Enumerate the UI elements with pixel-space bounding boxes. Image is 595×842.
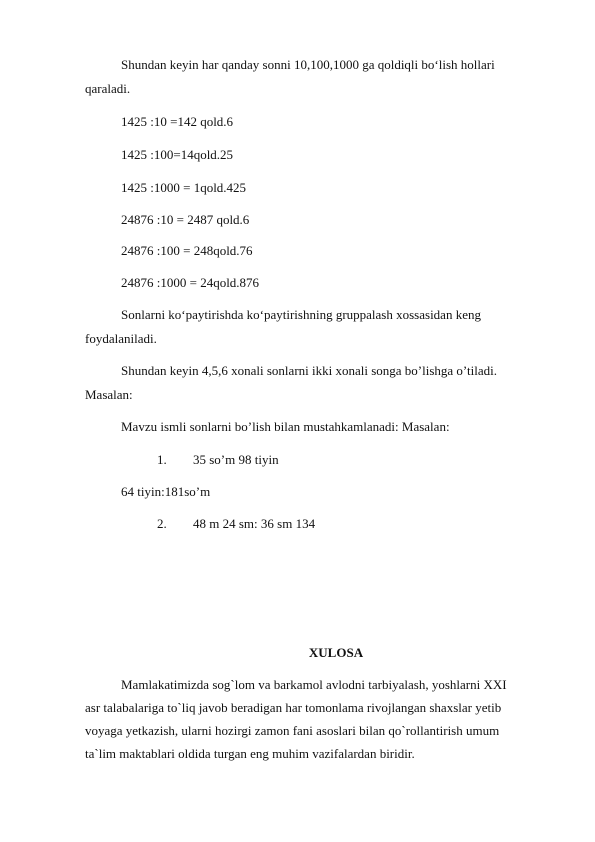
- list-continuation: 64 tiyin:181so’m: [121, 484, 211, 499]
- example-3: 1425 :1000 = 1qold.425: [121, 180, 247, 195]
- list-item-1-number: 1.: [157, 452, 167, 467]
- example-4: 24876 :10 = 2487 qold.6: [121, 212, 250, 227]
- conclusion-heading: XULOSA: [308, 645, 364, 660]
- conclusion-line-1: Mamlakatimizda sog`lom va barkamol avlodni tarbiyalash, yoshlarni XXI: [121, 677, 507, 692]
- conclusion-line-2: asr talabalariga to`liq javob beradigan har tomonlama rivojlangan shaxslar yetib: [85, 700, 502, 715]
- intro-line-2: qaraladi.: [85, 81, 131, 96]
- example-5: 24876 :100 = 248qold.76: [121, 243, 253, 258]
- list-item-1-text: 35 so’m 98 tiyin: [193, 452, 279, 467]
- example-6: 24876 :1000 = 24qold.876: [121, 275, 260, 290]
- example-1: 1425 :10 =142 qold.6: [121, 114, 234, 129]
- division-line-1: Shundan keyin 4,5,6 xonali sonlarni ikki xonali songa bo’lishga o’tiladi.: [121, 363, 497, 378]
- intro-line-1: Shundan keyin har qanday sonni 10,100,1000 ga qoldiqli bo‘lish hollari: [121, 57, 495, 72]
- list-item-2-number: 2.: [157, 516, 167, 531]
- conclusion-line-4: ta`lim maktablari oldida turgan eng muhim vazifalardan biridir.: [85, 746, 415, 761]
- topic-line: Mavzu ismli sonlarni bo’lish bilan mustahkamlanadi: Masalan:: [121, 419, 450, 434]
- conclusion-line-3: voyaga yetkazish, ularni hozirgi zamon fani asoslari bilan qo`rollantirish umum: [85, 723, 500, 738]
- grouping-line-2: foydalaniladi.: [85, 331, 157, 346]
- grouping-line-1: Sonlarni ko‘paytirishda ko‘paytirishning gruppalash xossasidan keng: [121, 307, 481, 322]
- example-2: 1425 :100=14qold.25: [121, 147, 234, 162]
- list-item-2-text: 48 m 24 sm: 36 sm 134: [193, 516, 316, 531]
- division-line-2: Masalan:: [85, 387, 133, 402]
